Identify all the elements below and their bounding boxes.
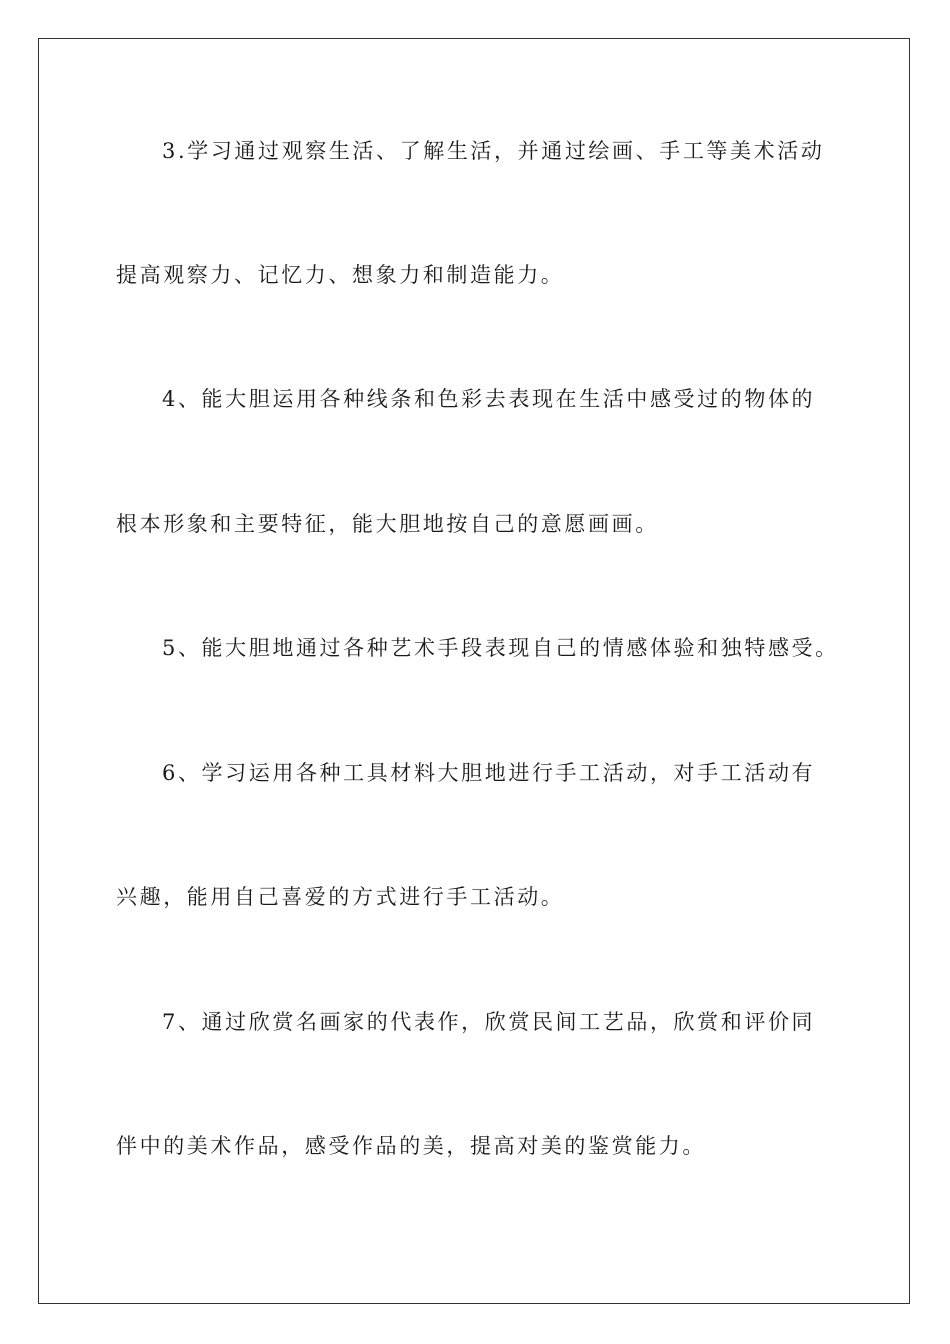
page-border — [38, 38, 910, 1304]
paragraph-4-line-2: 根本形象和主要特征，能大胆地按自己的意愿画画。 — [116, 512, 659, 536]
paragraph-6-line-1: 6、学习运用各种工具材料大胆地进行手工活动，对手工活动有 — [162, 761, 816, 785]
paragraph-3-line-1: 3.学习通过观察生活、了解生活，并通过绘画、手工等美术活动 — [162, 139, 825, 163]
paragraph-7-line-2: 伴中的美术作品，感受作品的美，提高对美的鉴赏能力。 — [116, 1134, 706, 1158]
paragraph-6-line-2: 兴趣，能用自己喜爱的方式进行手工活动。 — [116, 885, 565, 909]
paragraph-7-line-1: 7、通过欣赏名画家的代表作，欣赏民间工艺品，欣赏和评价同 — [162, 1010, 816, 1034]
paragraph-3-line-2: 提高观察力、记忆力、想象力和制造能力。 — [116, 263, 565, 287]
paragraph-4-line-1: 4、能大胆运用各种线条和色彩去表现在生活中感受过的物体的 — [162, 387, 816, 411]
paragraph-5-line-1: 5、能大胆地通过各种艺术手段表现自己的情感体验和独特感受。 — [162, 636, 839, 660]
